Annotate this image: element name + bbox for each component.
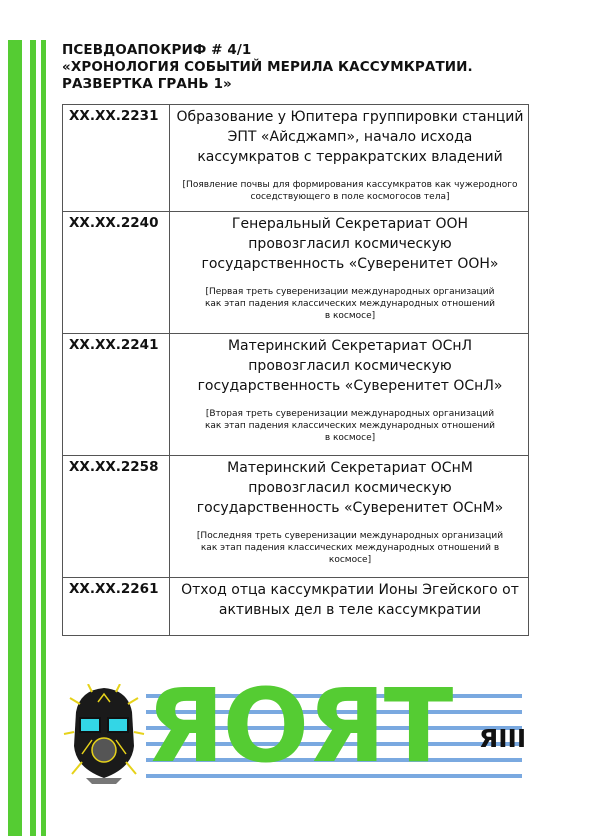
event-note: [Появление почвы для формирования кассумкратов как чужеродного соседствующего в поле космогосов тела] bbox=[182, 180, 518, 202]
event-cell bbox=[170, 334, 529, 456]
logo-text: ЯОЯТ bbox=[146, 667, 452, 786]
event-date: XX.XX.2231 bbox=[63, 105, 170, 212]
event-note: [Первая треть суверенизации международных организаций как этап падения классических международных отношений в космосе] bbox=[204, 287, 496, 321]
gas-mask-figure-icon bbox=[62, 684, 146, 784]
event-cell bbox=[170, 105, 529, 212]
event-cell bbox=[170, 456, 529, 578]
table-row bbox=[63, 334, 529, 456]
event-note: [Последняя треть суверенизации международных организаций как этап падения классических международных отношений в космосе] bbox=[196, 531, 504, 565]
event-text: Образование у Юпитера группировки станций ЭПТ «Айсджамп», начало исхода кассумкратов с терракратских владений bbox=[176, 109, 524, 165]
table-row bbox=[63, 456, 529, 578]
event-date: XX.XX.2241 bbox=[63, 334, 170, 456]
green-stripe-mid bbox=[30, 40, 36, 836]
event-text: Генеральный Секретариат ООН провозгласил космическую государственность «Суверенитет ООН» bbox=[201, 216, 499, 272]
event-date: XX.XX.2258 bbox=[63, 456, 170, 578]
title-line-2: «ХРОНОЛОГИЯ СОБЫТИЙ МЕРИЛА КАССУМКРАТИИ. bbox=[62, 59, 473, 75]
table-row bbox=[63, 105, 529, 212]
event-date: XX.XX.2240 bbox=[63, 212, 170, 334]
event-note: [Вторая треть суверенизации международных организаций как этап падения классических международных отношений в космосе] bbox=[204, 409, 496, 443]
title-line-1: ПСЕВДОАПОКРИФ # 4/1 bbox=[62, 42, 252, 58]
event-date: XX.XX.2261 bbox=[63, 578, 170, 636]
event-text: Материнский Секретариат ОСнМ провозгласил космическую государственность «Суверенитет ОСнМ» bbox=[196, 460, 504, 516]
event-cell bbox=[170, 212, 529, 334]
event-text: Материнский Секретариат ОСнЛ провозгласил космическую государственность «Суверенитет ОСнЛ» bbox=[197, 338, 503, 394]
title-line-3: РАЗВЕРТКА ГРАНЬ 1» bbox=[62, 76, 232, 92]
green-stripe-wide bbox=[8, 40, 22, 836]
page-title bbox=[62, 42, 473, 93]
chronology-table bbox=[62, 104, 529, 636]
table-row bbox=[63, 578, 529, 636]
event-cell bbox=[170, 578, 529, 636]
table-row bbox=[63, 212, 529, 334]
green-stripe-thin bbox=[41, 40, 46, 836]
event-text: Отход отца кассумкратии Ионы Эгейского от активных дел в теле кассумкратии bbox=[181, 582, 519, 618]
logo-suffix: ЯIII bbox=[479, 724, 527, 753]
